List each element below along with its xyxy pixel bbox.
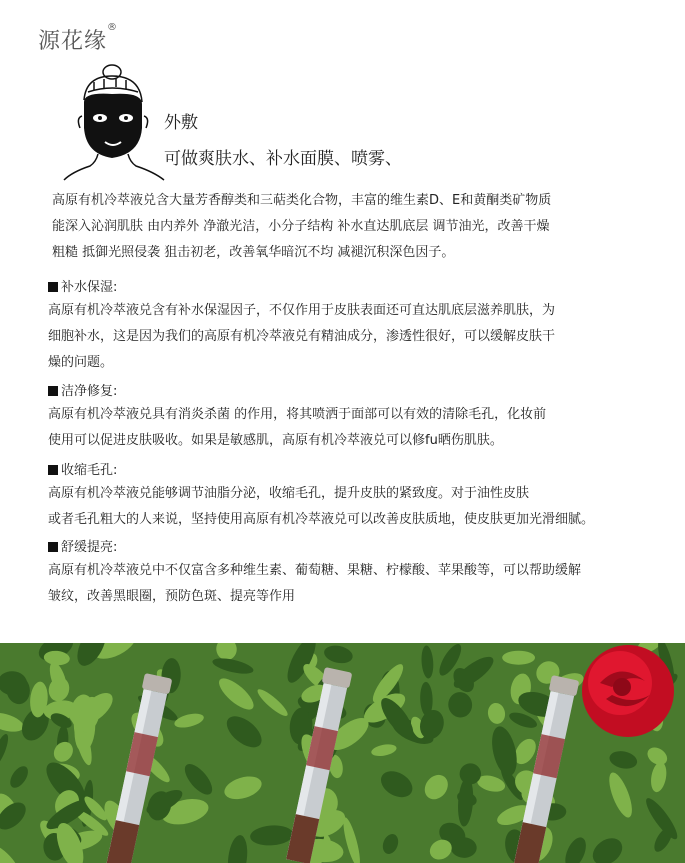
section-title: 洁净修复: [61,384,118,399]
section-line: 皱纹，改善黑眼圈，预防色斑、提亮等作用 [48,589,296,604]
section-title: 补水保湿: [61,280,118,295]
section-line: 高原有机冷萃液兑中不仅富含多种维生素、葡萄糖、果糖、柠檬酸、苹果酸等，可以帮助缓解 [48,563,582,578]
brand-logo [38,24,118,55]
section-body-pores [48,481,668,533]
section-heading-soothe [48,536,117,555]
black-square-icon [48,282,58,292]
section-line: 高原有机冷萃液兑含有补水保湿因子，不仅作用于皮肤表面还可直达肌底层滋养肌肤，为 [48,303,556,318]
brand-name: 源花缘 [38,29,108,54]
intro-line: 高原有机冷萃液兑含大量芳香醇类和三萜类化合物，丰富的维生素D、E和黄酮类矿物质 [52,193,552,208]
section-line: 高原有机冷萃液兑具有消炎杀菌 的作用，将其喷洒于面部可以有效的清除毛孔，化妆前 [48,407,547,422]
section-line: 高原有机冷萃液兑能够调节油脂分泌，收缩毛孔，提升皮肤的紧致度。对于油性皮肤 [48,486,530,501]
section-title: 收缩毛孔: [61,463,118,478]
intro-paragraph [52,188,642,266]
registered-mark: ® [107,22,119,33]
black-square-icon [48,542,58,552]
black-square-icon [48,386,58,396]
section-heading-pores [48,459,117,478]
black-square-icon [48,465,58,475]
section-line: 使用可以促进皮肤吸收。如果是敏感肌，高原有机冷萃液兑可以修fu晒伤肌肤。 [48,433,503,448]
usage-description: 可做爽肤水、补水面膜、喷雾、 [164,149,402,169]
face-mask-icon [60,62,170,182]
intro-line: 能深入沁润肌肤 由内养外 净澈光洁，小分子结构 补水直达肌底层 调节油光，改善干燥 [52,219,550,234]
leaf-shape [502,651,535,665]
section-heading-cleanse [48,380,117,399]
section-heading-moisturize [48,276,117,295]
rose-image [582,645,674,737]
section-body-cleanse [48,402,668,454]
section-body-moisturize [48,298,668,376]
product-photo [0,643,685,863]
leaves-background [0,643,685,863]
section-line: 细胞补水，这是因为我们的高原有机冷萃液兑有精油成分，渗透性很好，可以缓解皮肤干 [48,329,556,344]
section-line: 或者毛孔粗大的人来说，坚持使用高原有机冷萃液兑可以改善皮肤质地，使皮肤更加光滑细腻。 [48,512,595,527]
section-line: 燥的问题。 [48,355,114,370]
usage-title: 外敷 [164,113,198,133]
section-title: 舒缓提亮: [61,540,118,555]
intro-line: 粗糙 抵御光照侵袭 狙击初老，改善氧华暗沉不均 减褪沉积深色因子。 [52,245,455,260]
section-body-soothe [48,558,668,610]
